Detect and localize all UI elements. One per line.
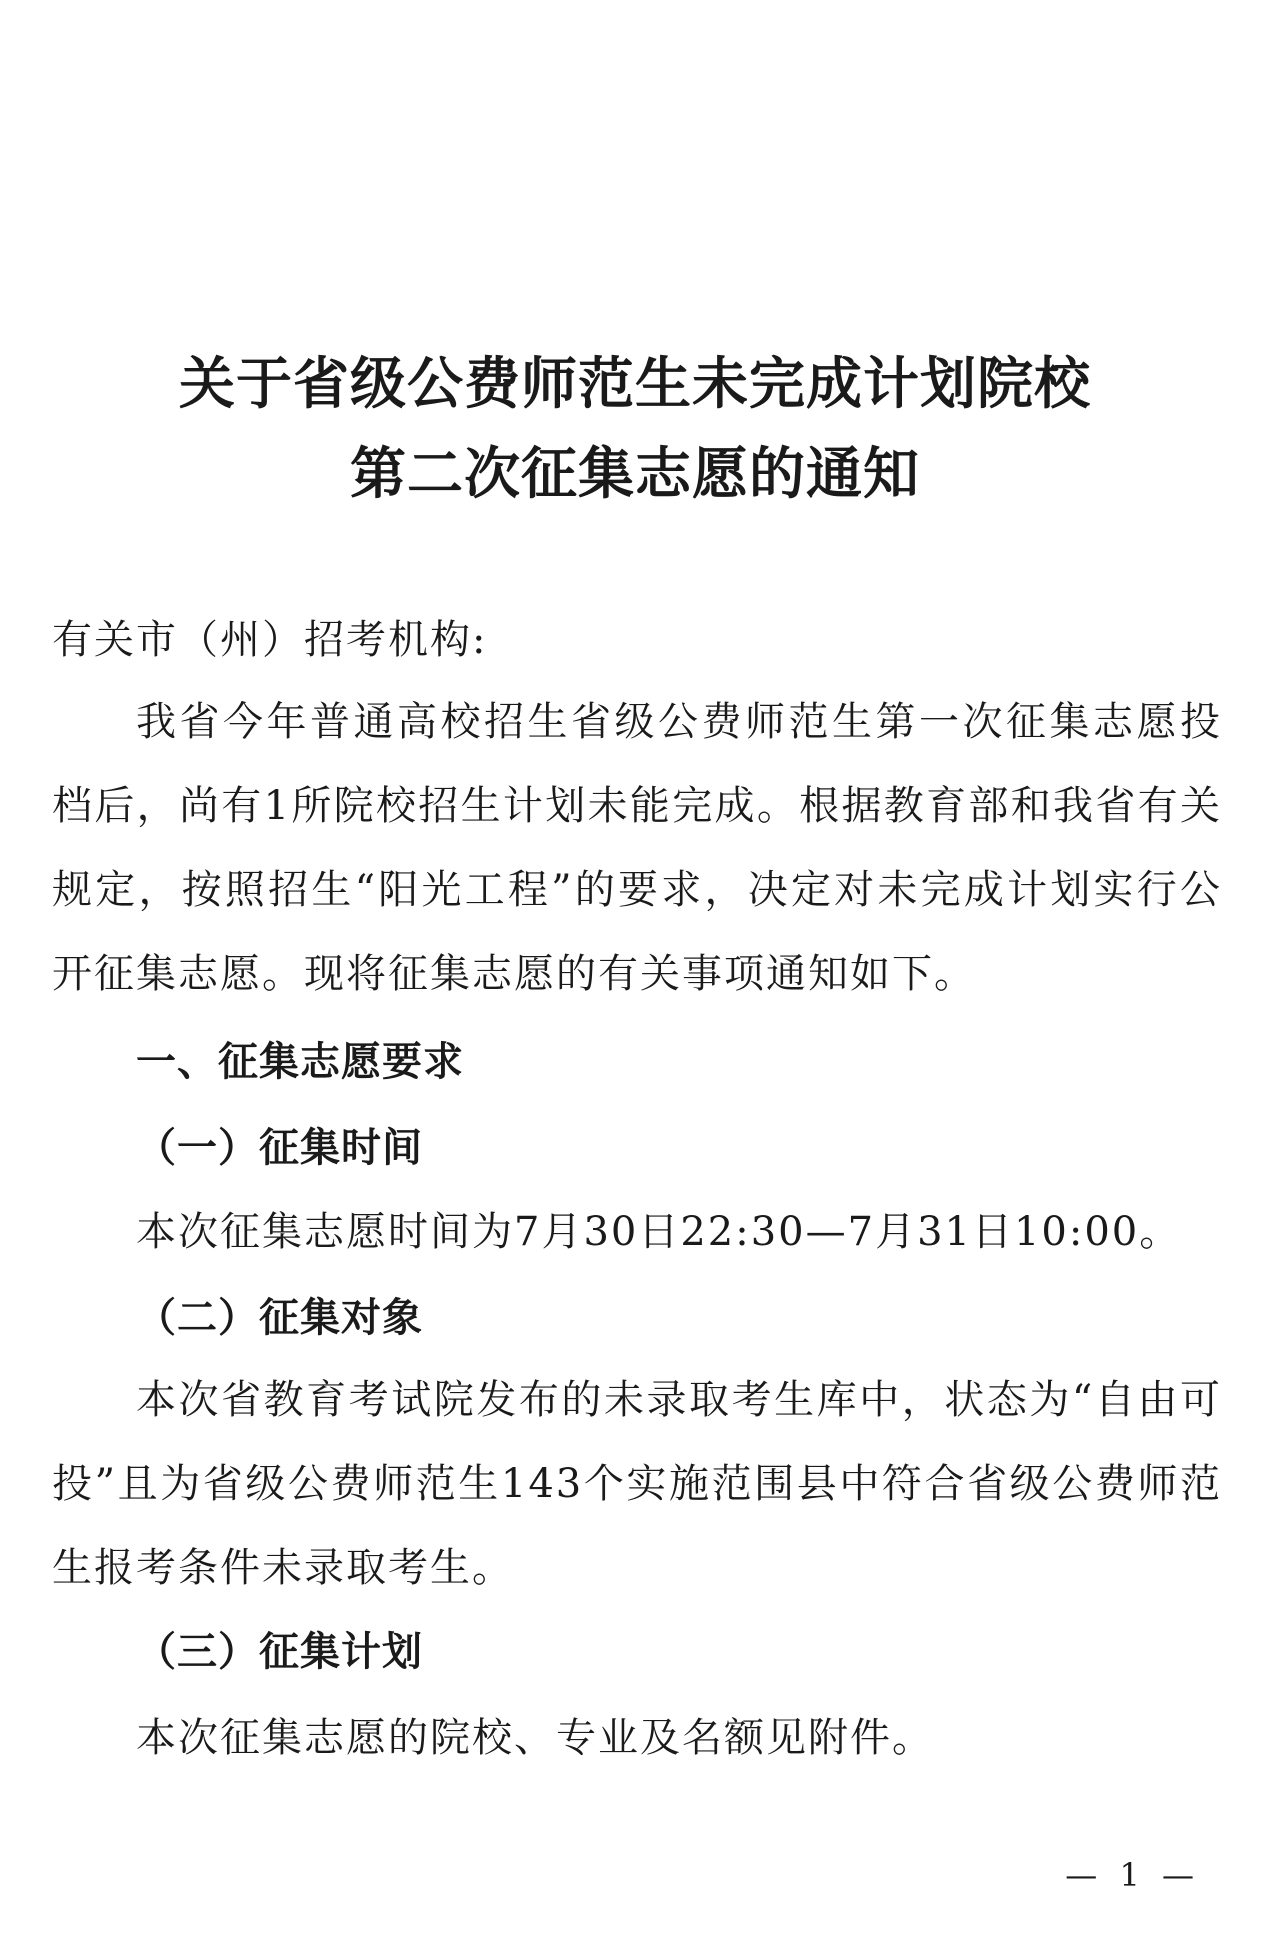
target-paragraph: 本次省教育考试院发布的未录取考生库中，状态为“自由可投”且为省级公费师范生143个实施范围县中符合省级公费师范生报考条件未录取考生。	[52, 1377, 1222, 1591]
salutation: 有关市（州）招考机构:	[52, 617, 488, 663]
plan-paragraph: 本次征集志愿的院校、专业及名额见附件。	[136, 1715, 934, 1761]
subsection-heading-time: （一）征集时间	[136, 1125, 423, 1171]
page-number: — 1 —	[1065, 1856, 1200, 1894]
subsection-heading-target: （二）征集对象	[136, 1295, 423, 1341]
intro-paragraph: 我省今年普通高校招生省级公费师范生第一次征集志愿投档后，尚有1所院校招生计划未能完成。根据教育部和我省有关规定，按照招生“阳光工程”的要求，决定对未完成计划实行公开征集志愿。现将征集志愿的有关事项通知如下。	[52, 699, 1222, 997]
time-paragraph: 本次征集志愿时间为7月30日22:30—7月31日10:00。	[136, 1209, 1182, 1255]
document-title-line-2: 第二次征集志愿的通知	[350, 442, 920, 507]
subsection-heading-plan: （三）征集计划	[136, 1629, 423, 1675]
section-heading-requirements: 一、征集志愿要求	[136, 1039, 464, 1085]
document-title-line-1: 关于省级公费师范生未完成计划院校	[179, 352, 1091, 417]
